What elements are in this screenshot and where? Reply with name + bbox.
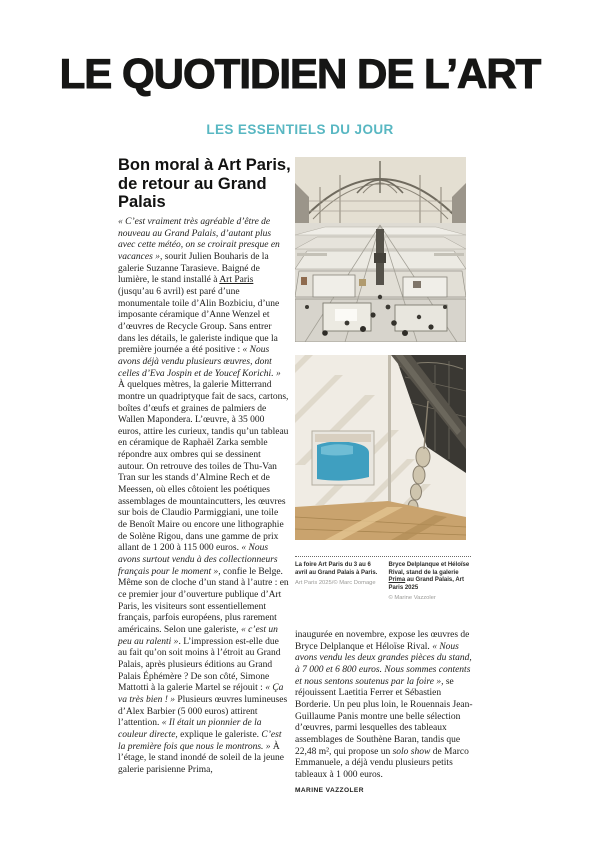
prima-link[interactable]: Prima [388,577,406,584]
section-kicker: LES ESSENTIELS DU JOUR [206,122,394,137]
text-run: C’est la première fois que nous le montrons. » [118,729,282,752]
article-column-2 [295,630,473,794]
text-run: au Grand Palais, Art Paris 2025 [388,577,464,591]
masthead-title: LE QUOTIDIEN DE L’ART [59,50,541,97]
caption-1-credit: Art Paris 2025/© Marc Domage [295,580,376,587]
text-run: À quelques mètres, la galerie Mitterrand montre un quadriptyque fait de sacs, cartons, boîtes d’œufs et graines de palmiers de Wallen Mapondera. L’œuvre, à 35 000 euros, attire les curieux, tandis qu’un tableau en céramique de Raphaël Zarka semble répondre aux ombres qui se dessinent autour. On retrouve des toiles de Thu-Van Tran sur les stands d’Almine Rech et de Meessen, où elles côtoient les poétiques assemblages de mountaincutters, les œuvres sur bois de Claudio Parmiggiani, une toile de Benoît Maire ou encore une lithographie de Solène Rigou, dans une gamme de prix allant de 1 200 à 115 000 euros. [118,380,289,554]
caption-1-text: La foire Art Paris du 3 au 6 avril au Grand Palais à Paris. [295,562,378,576]
text-run: explique le galeriste. [180,729,262,740]
text-run: de Marco Emmanuele, a déjà vendu plusieurs petits tableaux à 1 000 euros. [295,746,469,780]
text-run: « Nous avons surtout vendu à des collectionneurs français pour le moment », [118,543,278,577]
text-run: Bryce Delplanque et Héloïse Rival, stand de la galerie [388,562,470,576]
photo-grand-palais-nave-art [295,157,466,342]
article-column-1 [118,217,289,777]
caption-2-text [389,562,474,592]
caption-2-credit: © Marine Vazzoler [388,595,436,602]
text-run: inaugurée en novembre, expose les œuvres de Bryce Delplanque et Héloïse Rival. [295,630,470,652]
text-run: « Nous avons vendu les deux grandes pièces du stand, à 7 000 et 6 800 euros. Nous sommes contents et nous sentons soutenus par la foire », [295,641,472,687]
text-run: « c’est un peu au ralenti » [118,624,278,647]
photo-prima-stand-art [295,355,466,540]
article-column-2-text [295,630,473,782]
captions-row [295,562,473,602]
photo-prima-stand [295,355,466,540]
text-run: « Nous avons déjà vendu plusieurs œuvres, dont celles d’Eva Jospin et de Youcef Korichi. » [118,345,281,379]
caption-photo-2 [389,562,474,602]
photo-grand-palais-nave [295,157,466,342]
text-run: solo show [392,746,431,757]
art-paris-link[interactable]: Art Paris [219,275,254,286]
caption-divider [295,556,471,557]
text-run: confie le Belge. Même son de cloche d’un stand à l’autre : en ce premier jour d’ouverture publique d’Art Paris, les visiteurs sont essentiellement français, parfois européens, plus rarement américains. Selon une galeriste, [118,566,289,635]
text-run: « C’est vraiment très agréable d’être de nouveau au Grand Palais, d’autant plus avec cette météo, on se croirait presque en vacances », [118,217,280,262]
text-run: se réjouissent Laetitia Ferrer et Sébastien Borderie. Un peu plus loin, le Rouennais Jean-Guillaume Panis montre une belle sélection d’œuvres, parmi lesquelles des tableaux assemblages de Southène Baran, tandis que 22,48 m², qui propose un [295,676,473,757]
caption-photo-1 [295,562,380,602]
text-run: « Il était un pionnier de la couleur directe, [118,718,262,740]
text-run: Plusieurs œuvres lumineuses d’Alex Barbier (5 000 euros) attirent l’attention. [118,694,288,729]
text-run: (jusqu’au 6 avril) est paré d’une monumentale toile d’Alin Bozbiciu, d’une imposante céramique d’Anne Wenzel et d’œuvres de Recycle Group. Sans entrer dans les détails, le galeriste indique que la première journée a été positive : [118,286,280,356]
text-run: . L’impression est-elle due au fait qu’on soit moins à l’étroit au Grand Palais, après plusieurs éditions au Grand Palais Éphémère ? De son côté, Simone Mattotti à la galerie Martel se réjouit : [118,636,281,694]
text-run: « Ça va très bien ! » [118,683,284,705]
article-title: Bon moral à Art Paris, de retour au Grand Palais [118,156,291,211]
text-run: À l’étage, le stand inondé de soleil de la jeune galerie parisienne Prima, [118,741,284,775]
text-run: sourit Julien Bouharis de la galerie Suzanne Tarasieve. Baigné de lumière, le stand installé à [118,251,269,286]
author-byline: MARINE VAZZOLER [295,786,364,794]
